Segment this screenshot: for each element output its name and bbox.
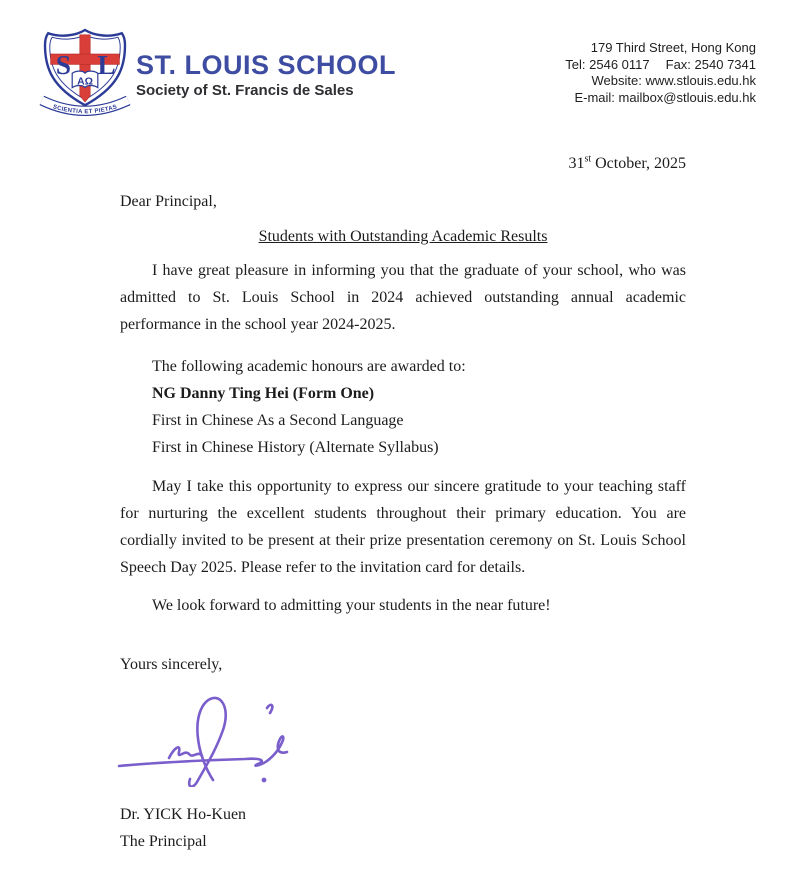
- honours-block: [120, 353, 686, 461]
- contact-block: [565, 40, 756, 106]
- date-day: 31: [568, 155, 585, 172]
- honours-intro: The following academic honours are awarded to:: [152, 358, 466, 375]
- honour-item: First in Chinese History (Alternate Syllabus): [152, 439, 439, 456]
- salutation: Dear Principal,: [120, 193, 217, 210]
- email-line: E-mail: mailbox@stlouis.edu.hk: [574, 89, 756, 105]
- website-line: Website: www.stlouis.edu.hk: [591, 73, 756, 88]
- signature-stroke: [169, 747, 202, 758]
- crest-letter-s: S: [55, 50, 71, 80]
- signer-title: The Principal: [120, 833, 207, 850]
- tel-fax-line: [565, 57, 756, 74]
- letter-body: [120, 150, 686, 855]
- signature-dot: [262, 778, 267, 783]
- cross-vertical: [80, 35, 90, 102]
- date-rest: October, 2025: [591, 155, 686, 172]
- honour-item: First in Chinese As a Second Language: [152, 412, 404, 429]
- date-ordinal-suffix: st: [584, 153, 592, 165]
- school-identity: [136, 50, 396, 100]
- letterhead: [0, 0, 792, 140]
- signature-stroke: [119, 736, 287, 766]
- school-name: ST. LOUIS SCHOOL: [136, 50, 397, 80]
- paragraph-1: I have great pleasure in informing you that the graduate of your school, who was admitted to St. Louis School in 2024 achieved outstanding annual academic performance in the school year 2024-2025.: [120, 262, 686, 333]
- signature-stroke: [189, 698, 226, 787]
- paragraph-2: May I take this opportunity to express our sincere gratitude to your teaching staff for nurturing the excellent students throughout their primary education. You are cordially invited to be present at their prize presentation ceremony on St. Louis School Speech Day 2025. Please refer to the invitation card for details.: [120, 478, 686, 576]
- crest-alpha-omega: ΑΩ: [77, 76, 93, 88]
- address-line: 179 Third Street, Hong Kong: [590, 40, 756, 55]
- society-line: Society of St. Francis de Sales: [136, 82, 354, 99]
- subject-title: Students with Outstanding Academic Results: [258, 228, 548, 245]
- crest-motto: SCIENTIA ET PIETAS: [52, 104, 118, 116]
- date-line: [120, 150, 686, 177]
- tel: Tel: 2546 0117: [565, 56, 650, 72]
- closing-line: Yours sincerely,: [120, 656, 223, 673]
- signature-image: [117, 692, 297, 787]
- crest-letter-l: L: [97, 50, 116, 80]
- fax: Fax: 2540 7341: [665, 56, 756, 72]
- paragraph-3: We look forward to admitting your students in the near future!: [152, 597, 551, 614]
- student-name: NG Danny Ting Hei (Form One): [152, 385, 375, 402]
- signature-stroke: [267, 705, 272, 713]
- signer-name: Dr. YICK Ho-Kuen: [120, 806, 247, 823]
- school-crest-logo: [37, 25, 133, 131]
